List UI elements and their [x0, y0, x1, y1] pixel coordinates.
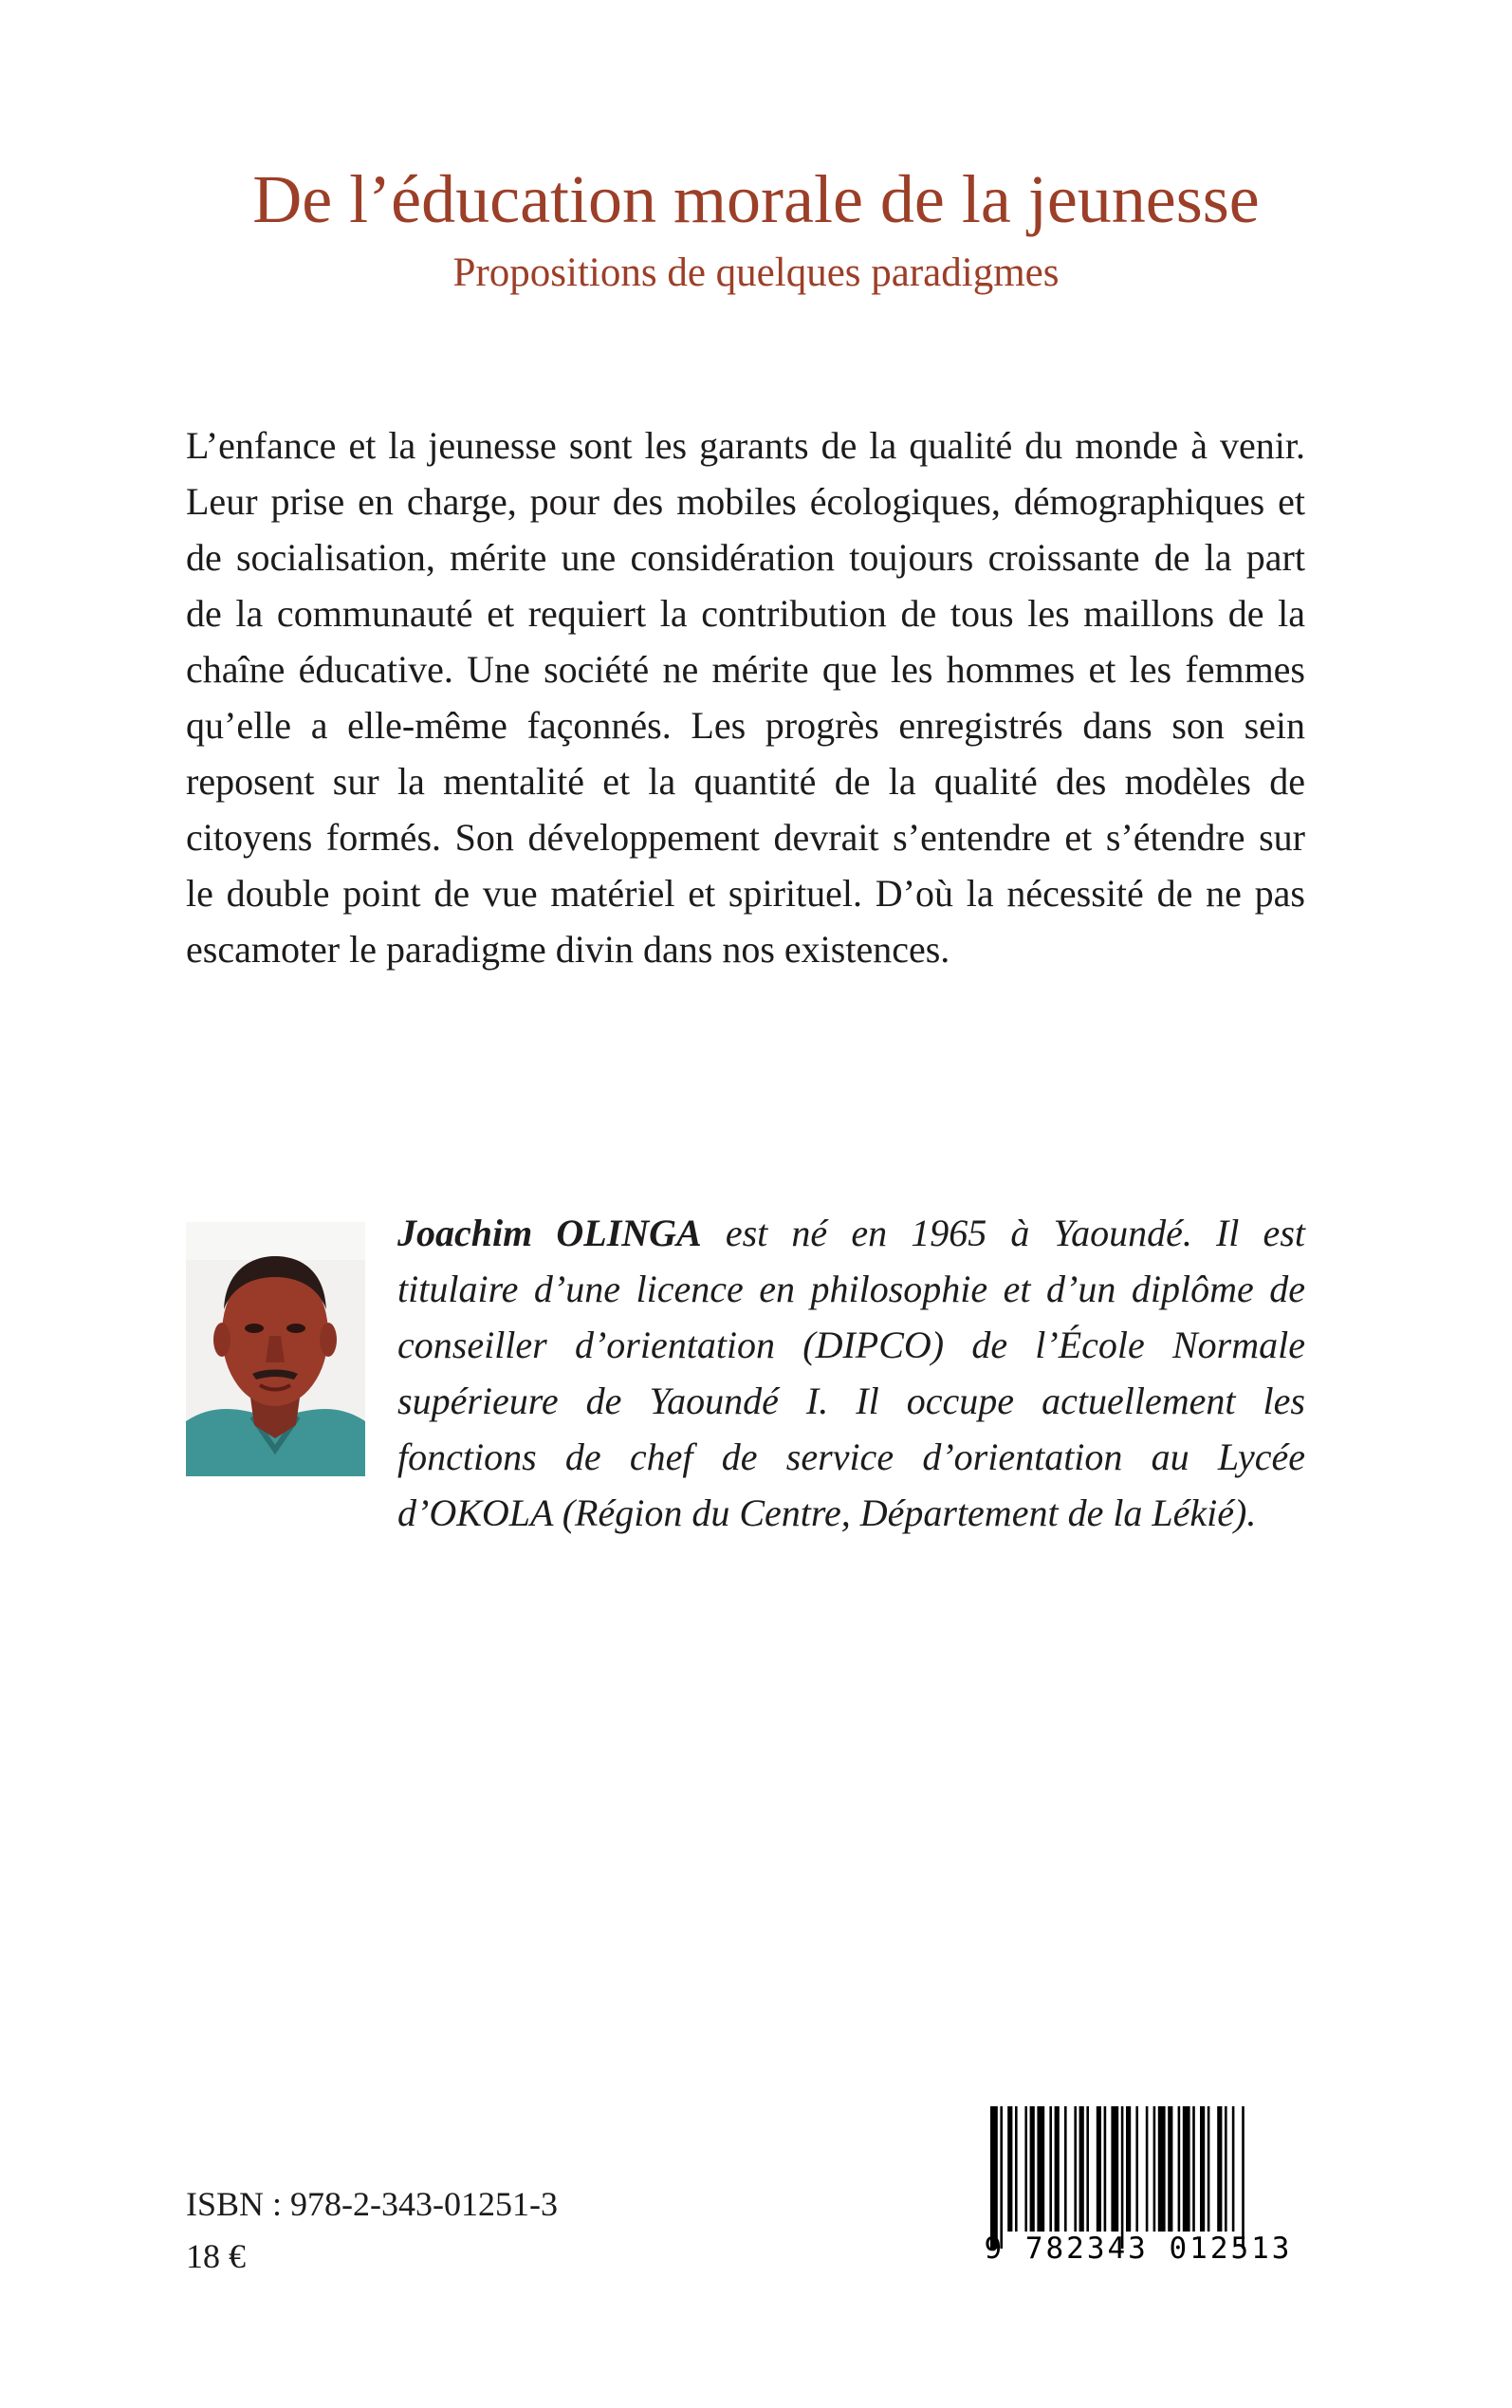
barcode-bar: [1024, 2106, 1027, 2232]
barcode-bar: [1007, 2106, 1012, 2232]
barcode-bar: [1086, 2106, 1089, 2232]
barcode-bar: [1000, 2106, 1003, 2249]
author-bio: [186, 1205, 1305, 1541]
barcode-bar: [1097, 2106, 1101, 2232]
barcode-bar: [1015, 2106, 1018, 2232]
barcode-bar: [1158, 2106, 1166, 2232]
back-cover-summary: L’enfance et la jeunesse sont les garants de la qualité du monde à venir. Leur prise en charge, pour des mobiles écologiques, démographiques et de socialisation, mérite une considération toujours croissante de la part de la communauté et requiert la contribution de tous les maillons de la chaîne éducative. Une société ne mérite que les hommes et les femmes qu’elle a elle-même façonnés. Les progrès enregistrés dans son sein reposent sur la mentalité et la quantité de la qualité des modèles de citoyens formés. Son développement devrait s’entendre et s’étendre sur le double point de vue matériel et spirituel. D’où la nécessité de ne pas escamoter le paradigme divin dans nos existences.: [186, 424, 1305, 971]
barcode-digits: 9 782343 012513: [984, 2232, 1293, 2266]
barcode-bar: [1200, 2106, 1205, 2232]
barcode-bar: [1064, 2106, 1067, 2232]
barcode-bar: [1030, 2106, 1035, 2232]
barcode-bar: [1183, 2106, 1190, 2232]
author-name: Joachim OLINGA: [397, 1212, 702, 1254]
barcode-bar: [1208, 2106, 1210, 2232]
author-photo: [186, 1222, 365, 1476]
barcode-bar: [1055, 2106, 1060, 2232]
barcode-bar: [1111, 2106, 1118, 2232]
barcode-bar: [990, 2106, 998, 2249]
author-bio-text: est né en 1965 à Yaoundé. Il est titulaire d’une licence en philosophie et d’un diplôme de conseiller d’orientation (DIPCO) de l’École Normale supérieure de Yaoundé I. Il occupe actuellement les fonctions de chef de service d’orientation au Lycée d’OKOLA (Région du Centre, Département de la Lékié).: [397, 1212, 1305, 1534]
barcode-bar: [1121, 2106, 1124, 2249]
barcode-bar: [1217, 2106, 1222, 2232]
barcode-bar: [1242, 2106, 1245, 2249]
barcode-bar: [1192, 2106, 1195, 2232]
isbn: ISBN : 978-2-343-01251-3: [186, 2185, 558, 2223]
barcode-bar: [1079, 2106, 1084, 2232]
barcode-bar: [1037, 2106, 1044, 2232]
barcode-bar: [1153, 2106, 1156, 2232]
barcode-bar: [1232, 2106, 1235, 2232]
price: 18 €: [186, 2237, 246, 2275]
barcode-bar: [1049, 2106, 1052, 2232]
barcode-bar: [1126, 2106, 1131, 2232]
barcode-bar: [1074, 2106, 1077, 2232]
barcode-bar: [1178, 2106, 1181, 2232]
barcode-bar: [1104, 2106, 1107, 2232]
barcode-bar: [1225, 2106, 1227, 2232]
book-title: De l’éducation morale de la jeunesse: [252, 161, 1260, 237]
barcode-bar: [1146, 2106, 1149, 2232]
barcode-bar: [1135, 2106, 1138, 2232]
barcode-bar: [1168, 2106, 1172, 2232]
book-subtitle: Propositions de quelques paradigmes: [452, 250, 1060, 295]
